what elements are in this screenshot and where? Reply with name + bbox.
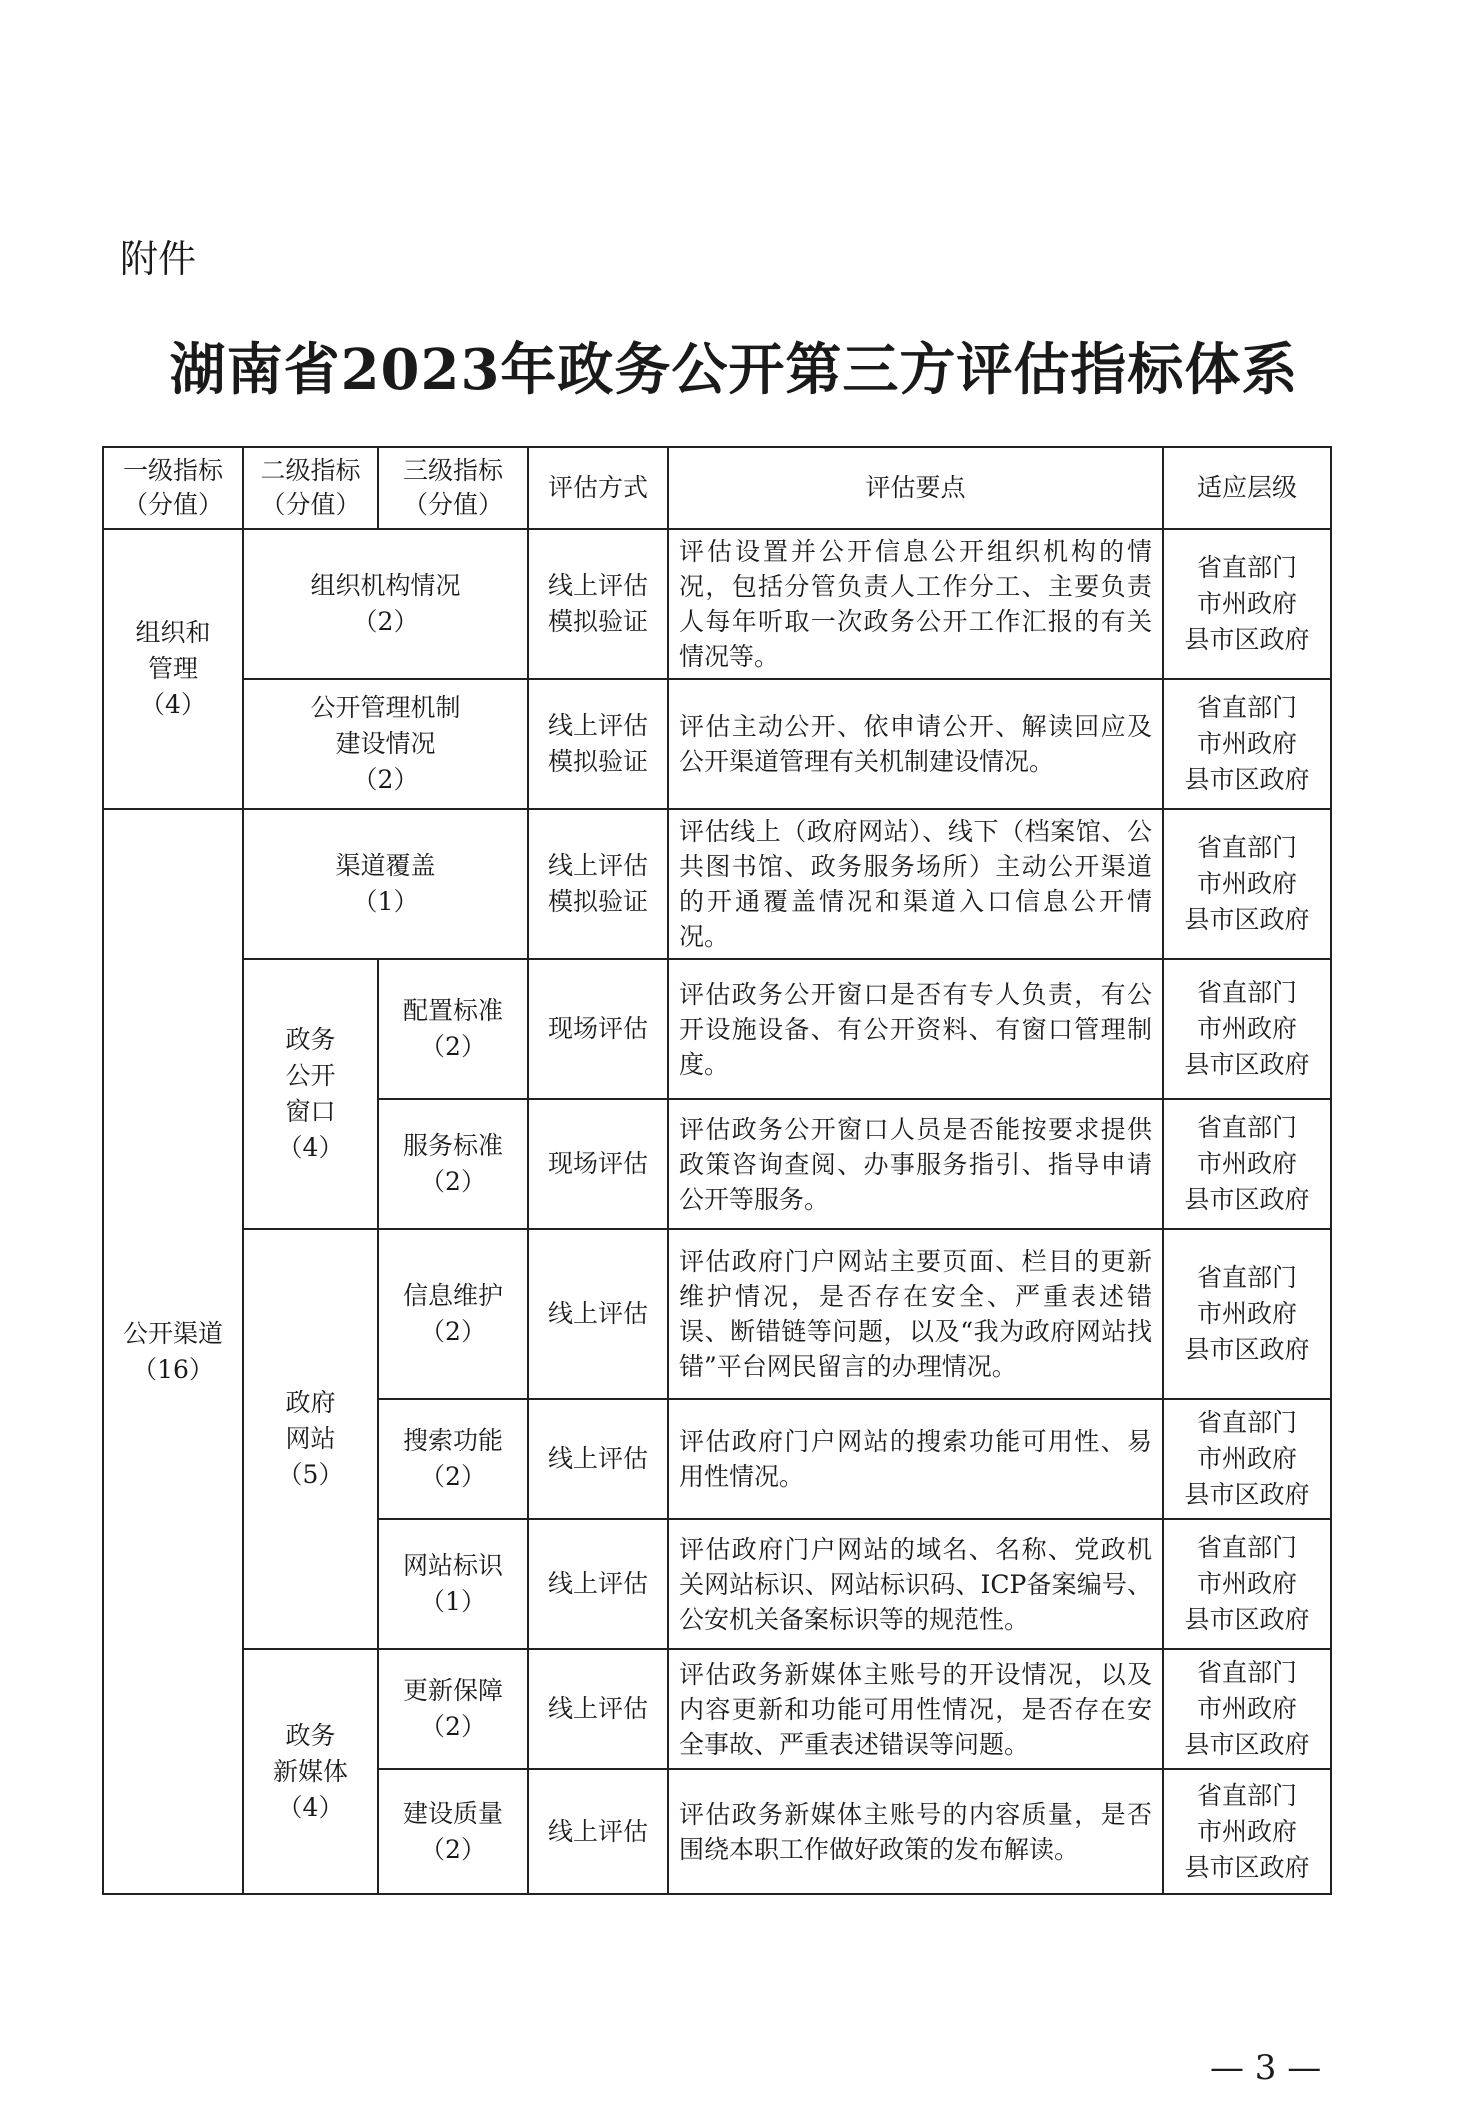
table-row xyxy=(103,529,1331,679)
table-row xyxy=(103,1649,1331,1769)
indicator-name: 配置标准 （2） xyxy=(378,959,528,1099)
evaluation-points: 评估主动公开、依申请公开、解读回应及公开渠道管理有关机制建设情况。 xyxy=(668,679,1163,809)
applicable-level: 省直部门 市州政府 县市区政府 xyxy=(1163,959,1331,1099)
applicable-level: 省直部门 市州政府 县市区政府 xyxy=(1163,1519,1331,1649)
page-number: — 3 — xyxy=(1210,2048,1322,2088)
header-method: 评估方式 xyxy=(528,447,668,529)
page-title: 湖南省2023年政务公开第三方评估指标体系 xyxy=(169,337,1299,403)
applicable-level: 省直部门 市州政府 县市区政府 xyxy=(1163,1229,1331,1399)
applicable-level: 省直部门 市州政府 县市区政府 xyxy=(1163,529,1331,679)
method: 线上评估 模拟验证 xyxy=(528,809,668,959)
method: 现场评估 xyxy=(528,959,668,1099)
indicator-name: 服务标准 （2） xyxy=(378,1099,528,1229)
table-row xyxy=(103,679,1331,809)
indicator-table xyxy=(102,446,1332,1895)
method: 线上评估 xyxy=(528,1769,668,1894)
applicable-level: 省直部门 市州政府 县市区政府 xyxy=(1163,1399,1331,1519)
table-row xyxy=(103,1229,1331,1399)
evaluation-points: 评估线上（政府网站）、线下（档案馆、公共图书馆、政务服务场所）主动公开渠道的开通覆盖情况和渠道入口信息公开情况。 xyxy=(668,809,1163,959)
indicator-name: 建设质量 （2） xyxy=(378,1769,528,1894)
indicator-name: 信息维护 （2） xyxy=(378,1229,528,1399)
indicator-name: 组织机构情况 （2） xyxy=(243,529,528,679)
method: 线上评估 模拟验证 xyxy=(528,529,668,679)
level2-window: 政务 公开 窗口 （4） xyxy=(243,959,378,1229)
method: 线上评估 模拟验证 xyxy=(528,679,668,809)
table-header-row xyxy=(103,447,1331,529)
indicator-name: 渠道覆盖 （1） xyxy=(243,809,528,959)
applicable-level: 省直部门 市州政府 县市区政府 xyxy=(1163,809,1331,959)
header-level3: 三级指标 （分值） xyxy=(378,447,528,529)
attachment-label: 附件 xyxy=(120,237,197,281)
evaluation-points: 评估政务公开窗口是否有专人负责，有公开设施设备、有公开资料、有窗口管理制度。 xyxy=(668,959,1163,1099)
header-level2: 二级指标 （分值） xyxy=(243,447,378,529)
indicator-name: 网站标识 （1） xyxy=(378,1519,528,1649)
level1-org: 组织和 管理 （4） xyxy=(103,529,243,809)
level1-channel: 公开渠道 （16） xyxy=(103,809,243,1894)
method: 现场评估 xyxy=(528,1099,668,1229)
evaluation-points: 评估设置并公开信息公开组织机构的情况，包括分管负责人工作分工、主要负责人每年听取一次政务公开工作汇报的有关情况等。 xyxy=(668,529,1163,679)
indicator-name: 搜索功能 （2） xyxy=(378,1399,528,1519)
header-level: 适应层级 xyxy=(1163,447,1331,529)
indicator-name: 公开管理机制 建设情况 （2） xyxy=(243,679,528,809)
applicable-level: 省直部门 市州政府 县市区政府 xyxy=(1163,1769,1331,1894)
method: 线上评估 xyxy=(528,1649,668,1769)
method: 线上评估 xyxy=(528,1399,668,1519)
method: 线上评估 xyxy=(528,1229,668,1399)
level2-media: 政务 新媒体 （4） xyxy=(243,1649,378,1894)
evaluation-points: 评估政府门户网站的搜索功能可用性、易用性情况。 xyxy=(668,1399,1163,1519)
evaluation-points: 评估政府门户网站的域名、名称、党政机关网站标识、网站标识码、ICP备案编号、公安机关备案标识等的规范性。 xyxy=(668,1519,1163,1649)
header-points: 评估要点 xyxy=(668,447,1163,529)
table-row xyxy=(103,809,1331,959)
evaluation-points: 评估政务公开窗口人员是否能按要求提供政策咨询查阅、办事服务指引、指导申请公开等服务。 xyxy=(668,1099,1163,1229)
evaluation-points: 评估政务新媒体主账号的开设情况，以及内容更新和功能可用性情况，是否存在安全事故、严重表述错误等问题。 xyxy=(668,1649,1163,1769)
applicable-level: 省直部门 市州政府 县市区政府 xyxy=(1163,679,1331,809)
header-level1: 一级指标 （分值） xyxy=(103,447,243,529)
evaluation-points: 评估政务新媒体主账号的内容质量，是否围绕本职工作做好政策的发布解读。 xyxy=(668,1769,1163,1894)
table-row xyxy=(103,959,1331,1099)
evaluation-points: 评估政府门户网站主要页面、栏目的更新维护情况，是否存在安全、严重表述错误、断错链等问题，以及“我为政府网站找错”平台网民留言的办理情况。 xyxy=(668,1229,1163,1399)
applicable-level: 省直部门 市州政府 县市区政府 xyxy=(1163,1099,1331,1229)
applicable-level: 省直部门 市州政府 县市区政府 xyxy=(1163,1649,1331,1769)
level2-website: 政府 网站 （5） xyxy=(243,1229,378,1649)
indicator-name: 更新保障 （2） xyxy=(378,1649,528,1769)
method: 线上评估 xyxy=(528,1519,668,1649)
